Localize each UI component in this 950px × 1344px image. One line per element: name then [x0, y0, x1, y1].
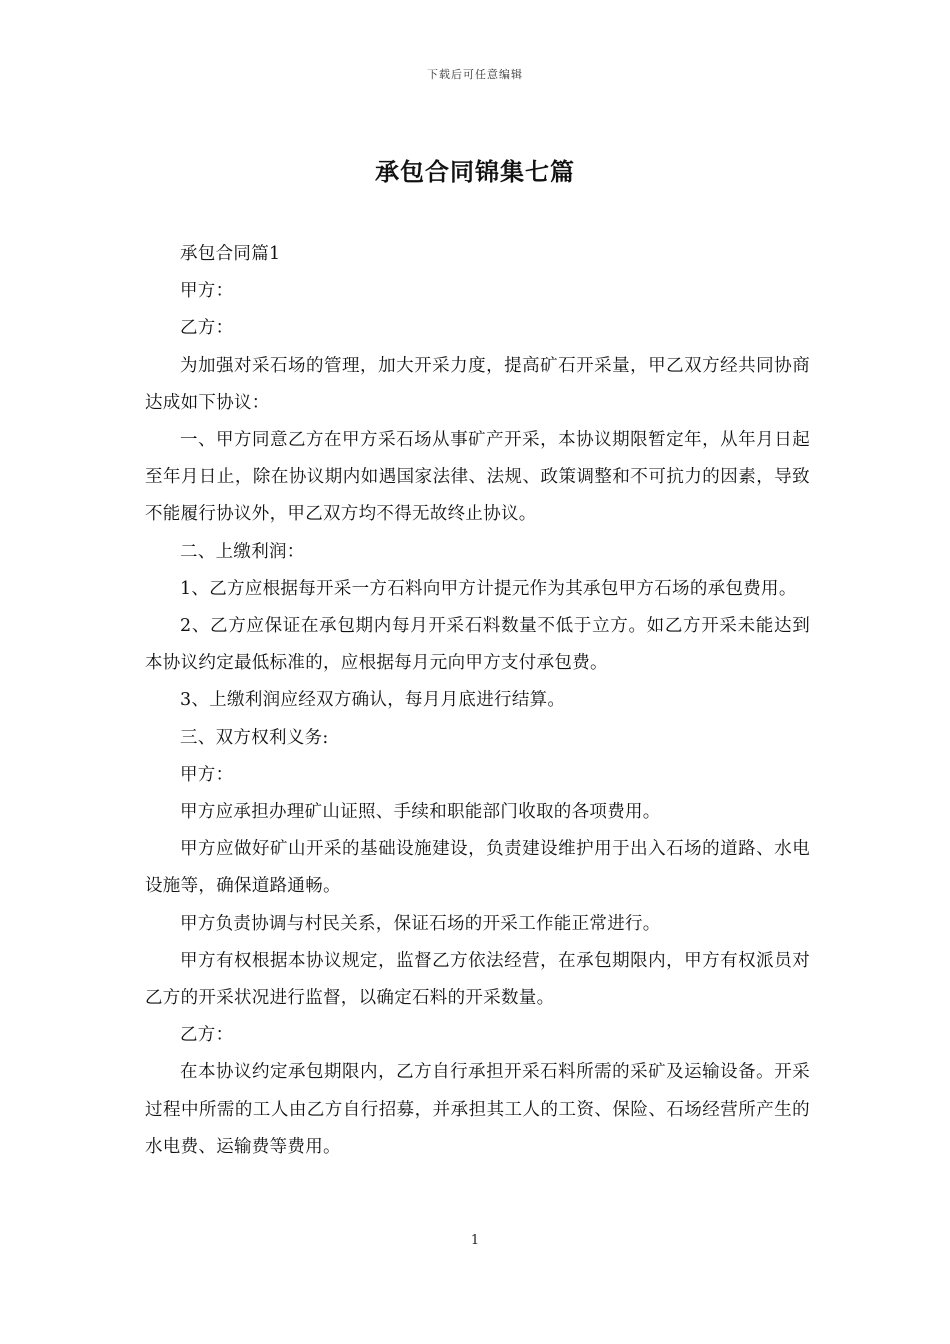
paragraph-party-a-duty-3: 甲方负责协调与村民关系，保证石场的开采工作能正常进行。: [180, 913, 661, 934]
document-title: 承包合同锦集七篇: [375, 157, 575, 186]
paragraph-party-a: 甲方：: [180, 281, 234, 302]
paragraph-preamble: 为加强对采石场的管理，加大开采力度，提高矿石开采量，甲乙双方经共同协商达成如下协议：: [145, 355, 810, 413]
paragraph-party-a-duty-1: 甲方应承担办理矿山证照、手续和职能部门收取的各项费用。: [180, 802, 661, 823]
paragraph-party-b-duties-heading: 乙方：: [180, 1025, 234, 1046]
paragraph-clause-1: 一、甲方同意乙方在甲方采石场从事矿产开采，本协议期限暂定年，从年月日起至年月日止，除在协议期内如遇国家法律、法规、政策调整和不可抗力的因素，导致不能履行协议外，甲乙双方均不得无故终止协议。: [145, 430, 810, 525]
paragraph-clause-3-heading: 三、双方权利义务:: [180, 727, 329, 748]
paragraph-clause-2-item-1: 1、乙方应根据每开采一方石料向甲方计提元作为其承包甲方石场的承包费用。: [180, 578, 797, 599]
page-number: 1: [470, 1233, 480, 1248]
paragraph-clause-2-heading: 二、上缴利润：: [180, 541, 305, 562]
document-body: [145, 236, 810, 1166]
paragraph-section-heading: 承包合同篇1: [180, 244, 281, 264]
paragraph-party-a-duty-2: 甲方应做好矿山开采的基础设施建设，负责建设维护用于出入石场的道路、水电设施等，确保道路通畅。: [145, 839, 810, 897]
paragraph-party-b: 乙方：: [180, 318, 234, 339]
paragraph-party-a-duties-heading: 甲方：: [180, 764, 234, 785]
paragraph-clause-2-item-2: 2、乙方应保证在承包期内每月开采石料数量不低于立方。如乙方开采未能达到本协议约定最低标准的，应根据每月元向甲方支付承包费。: [145, 616, 810, 674]
header-note: 下载后可任意编辑: [427, 68, 523, 81]
paragraph-party-b-duty-1: 在本协议约定承包期限内，乙方自行承担开采石料所需的采矿及运输设备。开采过程中所需的工人由乙方自行招募，并承担其工人的工资、保险、石场经营所产生的水电费、运输费等费用。: [145, 1062, 810, 1157]
paragraph-clause-2-item-3: 3、上缴利润应经双方确认，每月月底进行结算。: [180, 690, 566, 711]
paragraph-party-a-duty-4: 甲方有权根据本协议规定，监督乙方依法经营，在承包期限内，甲方有权派员对乙方的开采状况进行监督，以确定石料的开采数量。: [145, 950, 810, 1009]
